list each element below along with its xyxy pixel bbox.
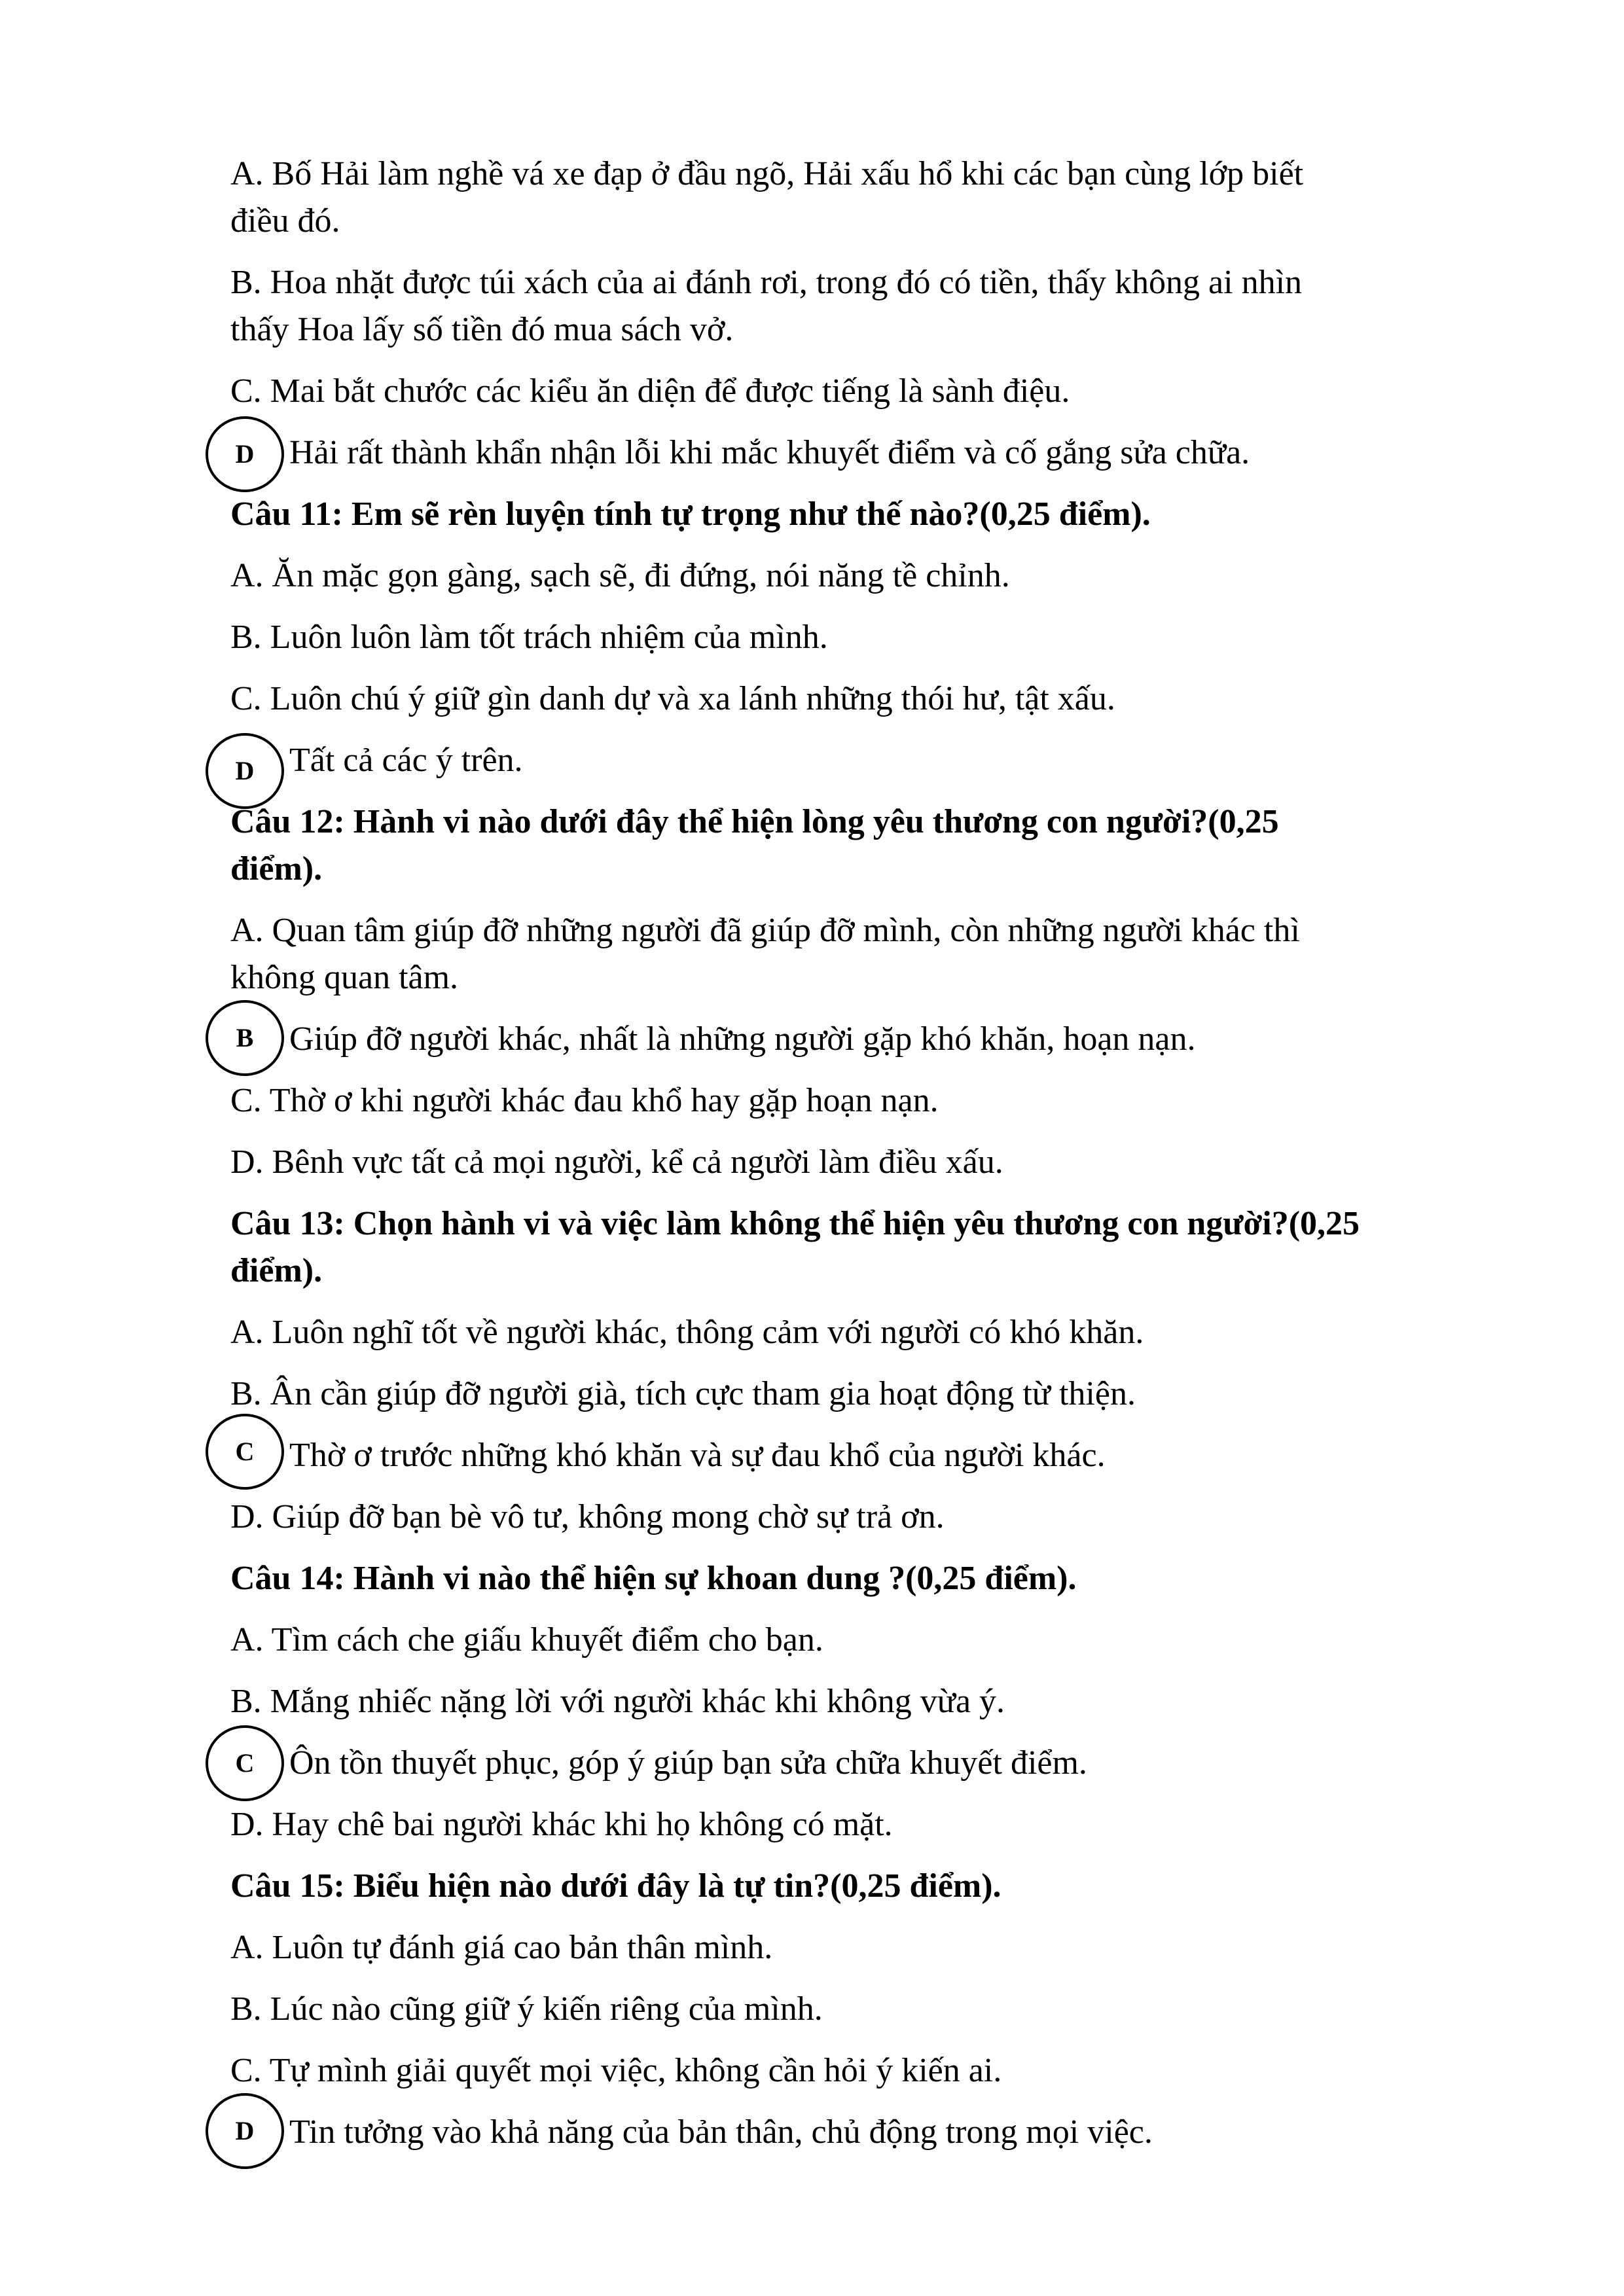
q11-answer-circle: D [206, 733, 284, 809]
exam-page [230, 151, 1513, 2156]
q13-option-a: A. Luôn nghĩ tốt về người khác, thông cảm với người có khó khăn. [230, 1314, 1144, 1351]
q11-option-a: A. Ăn mặc gọn gàng, sạch sẽ, đi đứng, nói năng tề chỉnh. [230, 557, 1010, 594]
q15-answer-circle: D [206, 2093, 284, 2169]
q12-option-a-line2: không quan tâm. [230, 959, 459, 996]
q10-option-d-text: Hải rất thành khẩn nhận lỗi khi mắc khuyết điểm và cố gắng sửa chữa. [289, 434, 1250, 471]
q14-option-c-text: Ôn tồn thuyết phục, góp ý giúp bạn sửa chữa khuyết điểm. [289, 1744, 1087, 1782]
q11-question: Câu 11: Em sẽ rèn luyện tính tự trọng như thế nào?(0,25 điểm). [230, 495, 1151, 533]
q14-option-b: B. Mắng nhiếc nặng lời với người khác khi không vừa ý. [230, 1683, 1005, 1720]
q13-option-b: B. Ân cần giúp đỡ người già, tích cực tham gia hoạt động từ thiện. [230, 1375, 1136, 1412]
q12-option-b [230, 1016, 1513, 1063]
q10-option-a-line1: A. Bố Hải làm nghề vá xe đạp ở đầu ngõ, Hải xấu hổ khi các bạn cùng lớp biết [230, 155, 1304, 192]
q12-option-d: D. Bênh vực tất cả mọi người, kể cả người làm điều xấu. [230, 1143, 1003, 1181]
q14-answer-circle: C [206, 1725, 284, 1801]
q15-option-d [230, 2109, 1513, 2156]
q10-option-a-line2: điều đó. [230, 202, 340, 240]
q12-option-b-text: Giúp đỡ người khác, nhất là những người gặp khó khăn, hoạn nạn. [289, 1020, 1196, 1058]
q12-option-a-line1: A. Quan tâm giúp đỡ những người đã giúp đỡ mình, còn những người khác thì [230, 912, 1300, 949]
q12-answer-circle: B [206, 1000, 284, 1076]
q10-option-b-line1: B. Hoa nhặt được túi xách của ai đánh rơi, trong đó có tiền, thấy không ai nhìn [230, 264, 1303, 301]
q15-option-b: B. Lúc nào cũng giữ ý kiến riêng của mình. [230, 1990, 823, 2028]
q13-answer-circle: C [206, 1414, 284, 1490]
q10-option-b-line2: thấy Hoa lấy số tiền đó mua sách vở. [230, 311, 734, 348]
q11-option-b: B. Luôn luôn làm tốt trách nhiệm của mình. [230, 619, 828, 656]
q11-option-c: C. Luôn chú ý giữ gìn danh dự và xa lánh những thói hư, tật xấu. [230, 680, 1115, 717]
q12-question-line1: Câu 12: Hành vi nào dưới đây thể hiện lòng yêu thương con người?(0,25 [230, 803, 1279, 840]
q14-option-d: D. Hay chê bai người khác khi họ không có mặt. [230, 1806, 893, 1843]
q14-question: Câu 14: Hành vi nào thể hiện sự khoan dung ?(0,25 điểm). [230, 1560, 1077, 1597]
q14-option-c [230, 1740, 1513, 1787]
q12-question-line2: điểm). [230, 850, 323, 888]
q15-option-d-text: Tin tưởng vào khả năng của bản thân, chủ động trong mọi việc. [289, 2113, 1153, 2151]
q13-option-c [230, 1432, 1513, 1479]
q10-answer-circle: D [206, 416, 284, 492]
q10-option-d [230, 429, 1513, 476]
q13-question-line1: Câu 13: Chọn hành vi và việc làm không thể hiện yêu thương con người?(0,25 [230, 1205, 1360, 1242]
q10-option-c: C. Mai bắt chước các kiểu ăn diện để được tiếng là sành điệu. [230, 372, 1070, 410]
q13-option-d: D. Giúp đỡ bạn bè vô tư, không mong chờ sự trả ơn. [230, 1498, 945, 1535]
q15-option-c: C. Tự mình giải quyết mọi việc, không cần hỏi ý kiến ai. [230, 2052, 1002, 2089]
q11-option-d-text: Tất cả các ý trên. [289, 742, 523, 779]
q13-option-c-text: Thờ ơ trước những khó khăn và sự đau khổ của người khác. [289, 1437, 1106, 1474]
q12-option-c: C. Thờ ơ khi người khác đau khổ hay gặp hoạn nạn. [230, 1082, 939, 1119]
q13-question-line2: điểm). [230, 1252, 323, 1289]
q14-option-a: A. Tìm cách che giấu khuyết điểm cho bạn. [230, 1621, 823, 1659]
q15-question: Câu 15: Biểu hiện nào dưới đây là tự tin?(0,25 điểm). [230, 1867, 1001, 1905]
q15-option-a: A. Luôn tự đánh giá cao bản thân mình. [230, 1929, 773, 1966]
q11-option-d [230, 737, 1513, 784]
